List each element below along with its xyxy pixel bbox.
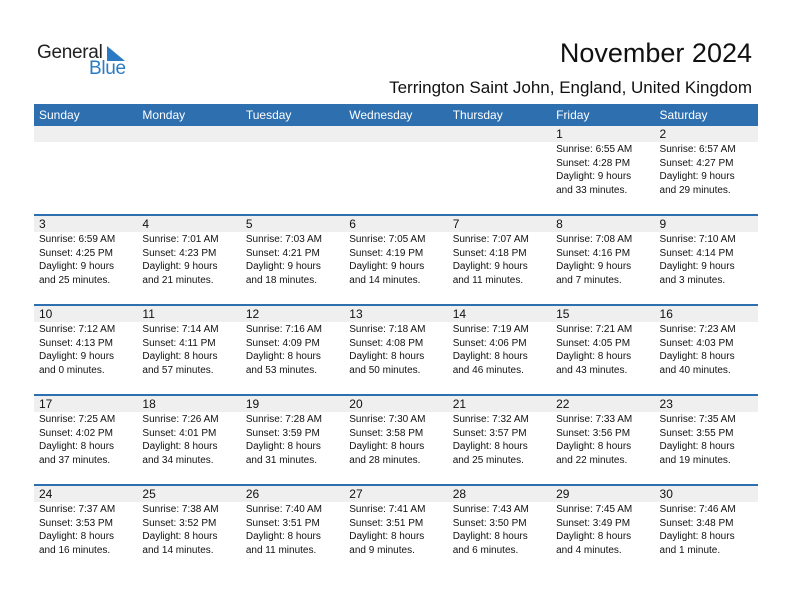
sun-info <box>39 323 137 377</box>
sunset-time: Sunset: 4:09 PM <box>245 337 320 349</box>
daylight-duration: and 19 minutes. <box>659 454 731 466</box>
day-number: 5 <box>241 216 344 232</box>
sunrise-time: Sunrise: 7:26 AM <box>142 414 219 425</box>
daylight-duration: Daylight: 9 hours <box>245 261 321 272</box>
sun-info <box>556 503 654 557</box>
day-number: 20 <box>344 396 447 412</box>
day-number: 17 <box>34 396 137 412</box>
day-cell <box>448 396 551 484</box>
day-cell <box>448 486 551 574</box>
day-cell <box>448 126 551 214</box>
sunrise-time: Sunrise: 7:37 AM <box>39 504 116 515</box>
sunrise-time: Sunrise: 7:35 AM <box>659 414 736 425</box>
daylight-duration: and 37 minutes. <box>39 454 111 466</box>
day-number: 30 <box>655 486 758 502</box>
day-cell <box>655 306 758 394</box>
calendar-weeks <box>34 126 758 574</box>
daylight-duration: and 9 minutes. <box>349 544 415 556</box>
sun-info <box>556 143 654 197</box>
day-number: 13 <box>344 306 447 322</box>
day-number: 28 <box>448 486 551 502</box>
sunset-time: Sunset: 4:23 PM <box>142 247 217 259</box>
day-cell <box>344 126 447 214</box>
daylight-duration: Daylight: 8 hours <box>349 441 425 452</box>
daylight-duration: and 21 minutes. <box>142 274 214 286</box>
sun-info <box>39 413 137 467</box>
day-number <box>34 126 137 142</box>
sun-info <box>142 323 240 377</box>
day-number: 19 <box>241 396 344 412</box>
sunrise-time: Sunrise: 7:40 AM <box>245 504 322 515</box>
weekday-wednesday: Wednesday <box>349 108 413 122</box>
sunrise-time: Sunrise: 7:23 AM <box>659 324 736 335</box>
sunrise-time: Sunrise: 6:57 AM <box>659 144 736 155</box>
day-cell <box>34 486 137 574</box>
day-number: 16 <box>655 306 758 322</box>
daylight-duration: and 33 minutes. <box>556 184 628 196</box>
weekday-monday: Monday <box>142 108 186 122</box>
sunset-time: Sunset: 4:11 PM <box>142 337 216 349</box>
day-number: 23 <box>655 396 758 412</box>
sunset-time: Sunset: 3:52 PM <box>142 517 217 529</box>
page-title: November 2024 <box>559 38 752 68</box>
sunset-time: Sunset: 4:16 PM <box>556 247 631 259</box>
daylight-duration: Daylight: 8 hours <box>556 351 632 362</box>
day-cell <box>551 396 654 484</box>
daylight-duration: and 50 minutes. <box>349 364 421 376</box>
sun-info <box>660 413 758 467</box>
week-row <box>34 214 758 304</box>
day-cell <box>241 486 344 574</box>
sunset-time: Sunset: 3:51 PM <box>349 517 424 529</box>
sun-info <box>349 323 447 377</box>
sunrise-time: Sunrise: 7:12 AM <box>39 324 116 335</box>
sun-info <box>556 233 654 287</box>
daylight-duration: and 7 minutes. <box>556 274 622 286</box>
week-row <box>34 484 758 574</box>
daylight-duration: Daylight: 8 hours <box>39 441 115 452</box>
day-cell <box>34 216 137 304</box>
day-number: 26 <box>241 486 344 502</box>
day-cell <box>344 486 447 574</box>
daylight-duration: Daylight: 8 hours <box>142 531 218 542</box>
calendar <box>34 104 758 574</box>
daylight-duration: and 3 minutes. <box>659 274 726 286</box>
day-number: 11 <box>137 306 240 322</box>
sun-info <box>349 413 447 467</box>
sunset-time: Sunset: 4:27 PM <box>659 157 734 169</box>
daylight-duration: and 29 minutes. <box>659 184 731 196</box>
sunrise-time: Sunrise: 7:30 AM <box>349 414 426 425</box>
day-number: 27 <box>344 486 447 502</box>
sunrise-time: Sunrise: 7:46 AM <box>659 504 736 515</box>
day-cell <box>344 396 447 484</box>
daylight-duration: Daylight: 8 hours <box>39 531 115 542</box>
sunrise-time: Sunrise: 6:55 AM <box>556 144 633 155</box>
daylight-duration: and 57 minutes. <box>142 364 214 376</box>
day-number: 24 <box>34 486 137 502</box>
sun-info <box>453 413 551 467</box>
weekday-thursday: Thursday <box>452 108 503 122</box>
sun-info <box>39 503 137 557</box>
sun-info <box>453 233 551 287</box>
day-cell <box>655 396 758 484</box>
sunset-time: Sunset: 3:49 PM <box>556 517 631 529</box>
sunset-time: Sunset: 4:28 PM <box>556 157 631 169</box>
sun-info <box>349 503 447 557</box>
daylight-duration: and 16 minutes. <box>39 544 111 556</box>
weekday-saturday: Saturday <box>659 108 708 122</box>
day-cell <box>551 486 654 574</box>
day-cell <box>137 126 240 214</box>
day-number: 21 <box>448 396 551 412</box>
daylight-duration: Daylight: 8 hours <box>142 351 218 362</box>
sun-info <box>660 323 758 377</box>
sunset-time: Sunset: 3:58 PM <box>349 427 424 439</box>
sunrise-time: Sunrise: 7:28 AM <box>245 414 322 425</box>
daylight-duration: Daylight: 8 hours <box>349 351 425 362</box>
daylight-duration: Daylight: 9 hours <box>349 261 425 272</box>
day-cell <box>241 306 344 394</box>
sunset-time: Sunset: 3:50 PM <box>452 517 527 529</box>
sun-info <box>39 233 137 287</box>
daylight-duration: Daylight: 9 hours <box>659 261 735 272</box>
day-number <box>137 126 240 142</box>
sunset-time: Sunset: 4:21 PM <box>245 247 320 259</box>
week-row <box>34 394 758 484</box>
day-cell <box>137 306 240 394</box>
day-cell <box>655 486 758 574</box>
daylight-duration: and 0 minutes. <box>39 364 105 376</box>
daylight-duration: Daylight: 9 hours <box>39 351 115 362</box>
sun-info <box>660 143 758 197</box>
sunset-time: Sunset: 4:19 PM <box>349 247 424 259</box>
daylight-duration: and 31 minutes. <box>245 454 318 466</box>
sun-info <box>556 413 654 467</box>
logo <box>37 42 137 82</box>
sunset-time: Sunset: 4:13 PM <box>39 337 113 349</box>
sun-info <box>246 503 344 557</box>
day-cell <box>137 396 240 484</box>
daylight-duration: and 11 minutes. <box>245 544 317 556</box>
sunrise-time: Sunrise: 7:43 AM <box>452 504 529 515</box>
day-number: 1 <box>551 126 654 142</box>
sunset-time: Sunset: 4:05 PM <box>556 337 631 349</box>
sunset-time: Sunset: 4:06 PM <box>452 337 527 349</box>
daylight-duration: and 25 minutes. <box>452 454 524 466</box>
day-cell <box>137 486 240 574</box>
sunset-time: Sunset: 4:03 PM <box>659 337 734 349</box>
daylight-duration: Daylight: 9 hours <box>659 171 735 182</box>
sunrise-time: Sunrise: 7:05 AM <box>349 234 426 245</box>
daylight-duration: and 11 minutes. <box>452 274 524 286</box>
day-cell <box>344 216 447 304</box>
daylight-duration: and 28 minutes. <box>349 454 421 466</box>
daylight-duration: and 4 minutes. <box>556 544 622 556</box>
sunset-time: Sunset: 3:48 PM <box>659 517 734 529</box>
day-cell <box>551 216 654 304</box>
sun-info <box>246 233 344 287</box>
sun-info <box>453 323 551 377</box>
sun-info <box>660 503 758 557</box>
day-cell <box>241 396 344 484</box>
sunrise-time: Sunrise: 7:03 AM <box>245 234 322 245</box>
weekday-tuesday: Tuesday <box>245 108 292 122</box>
day-cell <box>344 306 447 394</box>
sunset-time: Sunset: 3:55 PM <box>659 427 734 439</box>
day-number <box>448 126 551 142</box>
daylight-duration: Daylight: 8 hours <box>659 351 735 362</box>
day-cell <box>655 216 758 304</box>
sunrise-time: Sunrise: 7:07 AM <box>452 234 529 245</box>
day-number <box>241 126 344 142</box>
sunrise-time: Sunrise: 7:25 AM <box>39 414 116 425</box>
day-cell <box>137 216 240 304</box>
sunset-time: Sunset: 3:57 PM <box>452 427 527 439</box>
daylight-duration: Daylight: 8 hours <box>349 531 425 542</box>
day-number: 22 <box>551 396 654 412</box>
daylight-duration: Daylight: 8 hours <box>245 441 321 452</box>
daylight-duration: Daylight: 8 hours <box>556 441 632 452</box>
daylight-duration: Daylight: 8 hours <box>452 351 528 362</box>
day-cell <box>551 306 654 394</box>
sunset-time: Sunset: 4:14 PM <box>659 247 734 259</box>
daylight-duration: and 6 minutes. <box>452 544 519 556</box>
sunrise-time: Sunrise: 7:45 AM <box>556 504 633 515</box>
sun-info <box>246 323 344 377</box>
daylight-duration: and 18 minutes. <box>245 274 318 286</box>
weekday-header <box>34 104 758 126</box>
day-number: 25 <box>137 486 240 502</box>
daylight-duration: Daylight: 9 hours <box>142 261 218 272</box>
sun-info <box>453 503 551 557</box>
sunrise-time: Sunrise: 7:08 AM <box>556 234 633 245</box>
daylight-duration: Daylight: 9 hours <box>556 261 632 272</box>
day-cell <box>448 306 551 394</box>
day-cell <box>241 216 344 304</box>
sunset-time: Sunset: 4:08 PM <box>349 337 424 349</box>
sunrise-time: Sunrise: 7:32 AM <box>452 414 529 425</box>
sun-info <box>349 233 447 287</box>
day-number: 7 <box>448 216 551 232</box>
day-cell <box>551 126 654 214</box>
daylight-duration: Daylight: 8 hours <box>142 441 218 452</box>
sunset-time: Sunset: 3:56 PM <box>556 427 631 439</box>
day-cell <box>34 306 137 394</box>
day-number: 18 <box>137 396 240 412</box>
daylight-duration: and 34 minutes. <box>142 454 214 466</box>
sun-info <box>556 323 654 377</box>
daylight-duration: and 14 minutes. <box>349 274 421 286</box>
daylight-duration: Daylight: 8 hours <box>452 441 528 452</box>
logo-general-text: General <box>37 42 103 63</box>
sunrise-time: Sunrise: 6:59 AM <box>39 234 116 245</box>
sunrise-time: Sunrise: 7:18 AM <box>349 324 426 335</box>
daylight-duration: Daylight: 9 hours <box>452 261 528 272</box>
sunrise-time: Sunrise: 7:19 AM <box>452 324 529 335</box>
daylight-duration: and 22 minutes. <box>556 454 628 466</box>
daylight-duration: and 25 minutes. <box>39 274 111 286</box>
day-number: 29 <box>551 486 654 502</box>
sun-info <box>660 233 758 287</box>
day-cell <box>34 396 137 484</box>
sunrise-time: Sunrise: 7:21 AM <box>556 324 633 335</box>
weekday-friday: Friday <box>556 108 590 122</box>
sun-info <box>142 503 240 557</box>
day-number: 10 <box>34 306 137 322</box>
sunset-time: Sunset: 3:53 PM <box>39 517 113 529</box>
day-cell <box>34 126 137 214</box>
day-number: 14 <box>448 306 551 322</box>
sunrise-time: Sunrise: 7:16 AM <box>245 324 322 335</box>
daylight-duration: Daylight: 8 hours <box>245 531 321 542</box>
day-number: 2 <box>655 126 758 142</box>
week-row <box>34 304 758 394</box>
sunset-time: Sunset: 3:51 PM <box>245 517 320 529</box>
sunset-time: Sunset: 4:01 PM <box>142 427 217 439</box>
sunrise-time: Sunrise: 7:33 AM <box>556 414 633 425</box>
day-number: 4 <box>137 216 240 232</box>
day-number: 15 <box>551 306 654 322</box>
sunset-time: Sunset: 4:18 PM <box>452 247 527 259</box>
daylight-duration: Daylight: 9 hours <box>556 171 632 182</box>
daylight-duration: Daylight: 8 hours <box>245 351 321 362</box>
daylight-duration: Daylight: 8 hours <box>452 531 528 542</box>
day-number <box>344 126 447 142</box>
day-cell <box>655 126 758 214</box>
daylight-duration: Daylight: 9 hours <box>39 261 115 272</box>
day-number: 9 <box>655 216 758 232</box>
day-number: 6 <box>344 216 447 232</box>
daylight-duration: Daylight: 8 hours <box>659 441 735 452</box>
logo-blue-text: Blue <box>89 58 126 79</box>
weekday-sunday: Sunday <box>39 108 80 122</box>
daylight-duration: and 53 minutes. <box>245 364 318 376</box>
sunrise-time: Sunrise: 7:14 AM <box>142 324 219 335</box>
daylight-duration: and 46 minutes. <box>452 364 524 376</box>
sunset-time: Sunset: 3:59 PM <box>245 427 320 439</box>
day-cell <box>448 216 551 304</box>
day-cell <box>241 126 344 214</box>
sunrise-time: Sunrise: 7:01 AM <box>142 234 219 245</box>
location-subtitle: Terrington Saint John, England, United Kingdom <box>389 78 752 97</box>
sunrise-time: Sunrise: 7:38 AM <box>142 504 219 515</box>
daylight-duration: Daylight: 8 hours <box>659 531 735 542</box>
day-number: 12 <box>241 306 344 322</box>
day-number: 3 <box>34 216 137 232</box>
sun-info <box>142 233 240 287</box>
sunrise-time: Sunrise: 7:10 AM <box>659 234 736 245</box>
daylight-duration: and 43 minutes. <box>556 364 628 376</box>
sunrise-time: Sunrise: 7:41 AM <box>349 504 426 515</box>
daylight-duration: and 14 minutes. <box>142 544 214 556</box>
daylight-duration: and 1 minute. <box>659 544 721 556</box>
sun-info <box>246 413 344 467</box>
sunset-time: Sunset: 4:02 PM <box>39 427 113 439</box>
sun-info <box>142 413 240 467</box>
week-row <box>34 126 758 214</box>
daylight-duration: and 40 minutes. <box>659 364 731 376</box>
sunset-time: Sunset: 4:25 PM <box>39 247 113 259</box>
day-number: 8 <box>551 216 654 232</box>
daylight-duration: Daylight: 8 hours <box>556 531 632 542</box>
